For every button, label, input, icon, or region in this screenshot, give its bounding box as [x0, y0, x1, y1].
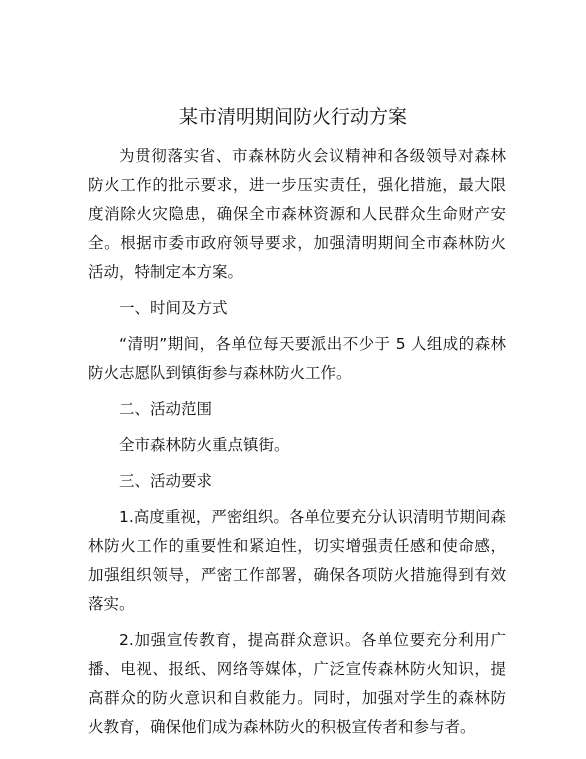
section-heading-requirements: 三、活动要求: [119, 472, 213, 490]
requirement-item-1: 1.高度重视，严密组织。各单位要充分认识清明节期间森林防火工作的重要性和紧迫性，切实增强责任感和使命感，加强组织领导，严密工作部署，确保各项防火措施得到有效落实。: [88, 508, 506, 613]
section-body-time-method: “清明”期间，各单位每天要派出不少于 5 人组成的森林防火志愿队到镇街参与森林防火工作。: [88, 335, 506, 382]
requirement-item-2: 2.加强宣传教育，提高群众意识。各单位要充分利用广播、电视、报纸、网络等媒体，广泛宣传森林防火知识，提高群众的防火意识和自救能力。同时，加强对学生的森林防火教育，确保他们成为森林防火的积极宣传者和参与者。: [88, 631, 506, 736]
section-heading-scope: 二、活动范围: [119, 400, 213, 418]
intro-paragraph: 为贯彻落实省、市森林防火会议精神和各级领导对森林防火工作的批示要求，进一步压实责任，强化措施，最大限度消除火灾隐患，确保全市森林资源和人民群众生命财产安全。根据市委市政府领导要求，加强清明期间全市森林防火活动，特制定本方案。: [88, 147, 506, 281]
document-body: [88, 142, 506, 749]
document-title: 某市清明期间防火行动方案: [178, 106, 407, 128]
section-heading-time-method: 一、时间及方式: [119, 299, 228, 317]
section-body-scope: 全市森林防火重点镇街。: [119, 436, 290, 454]
